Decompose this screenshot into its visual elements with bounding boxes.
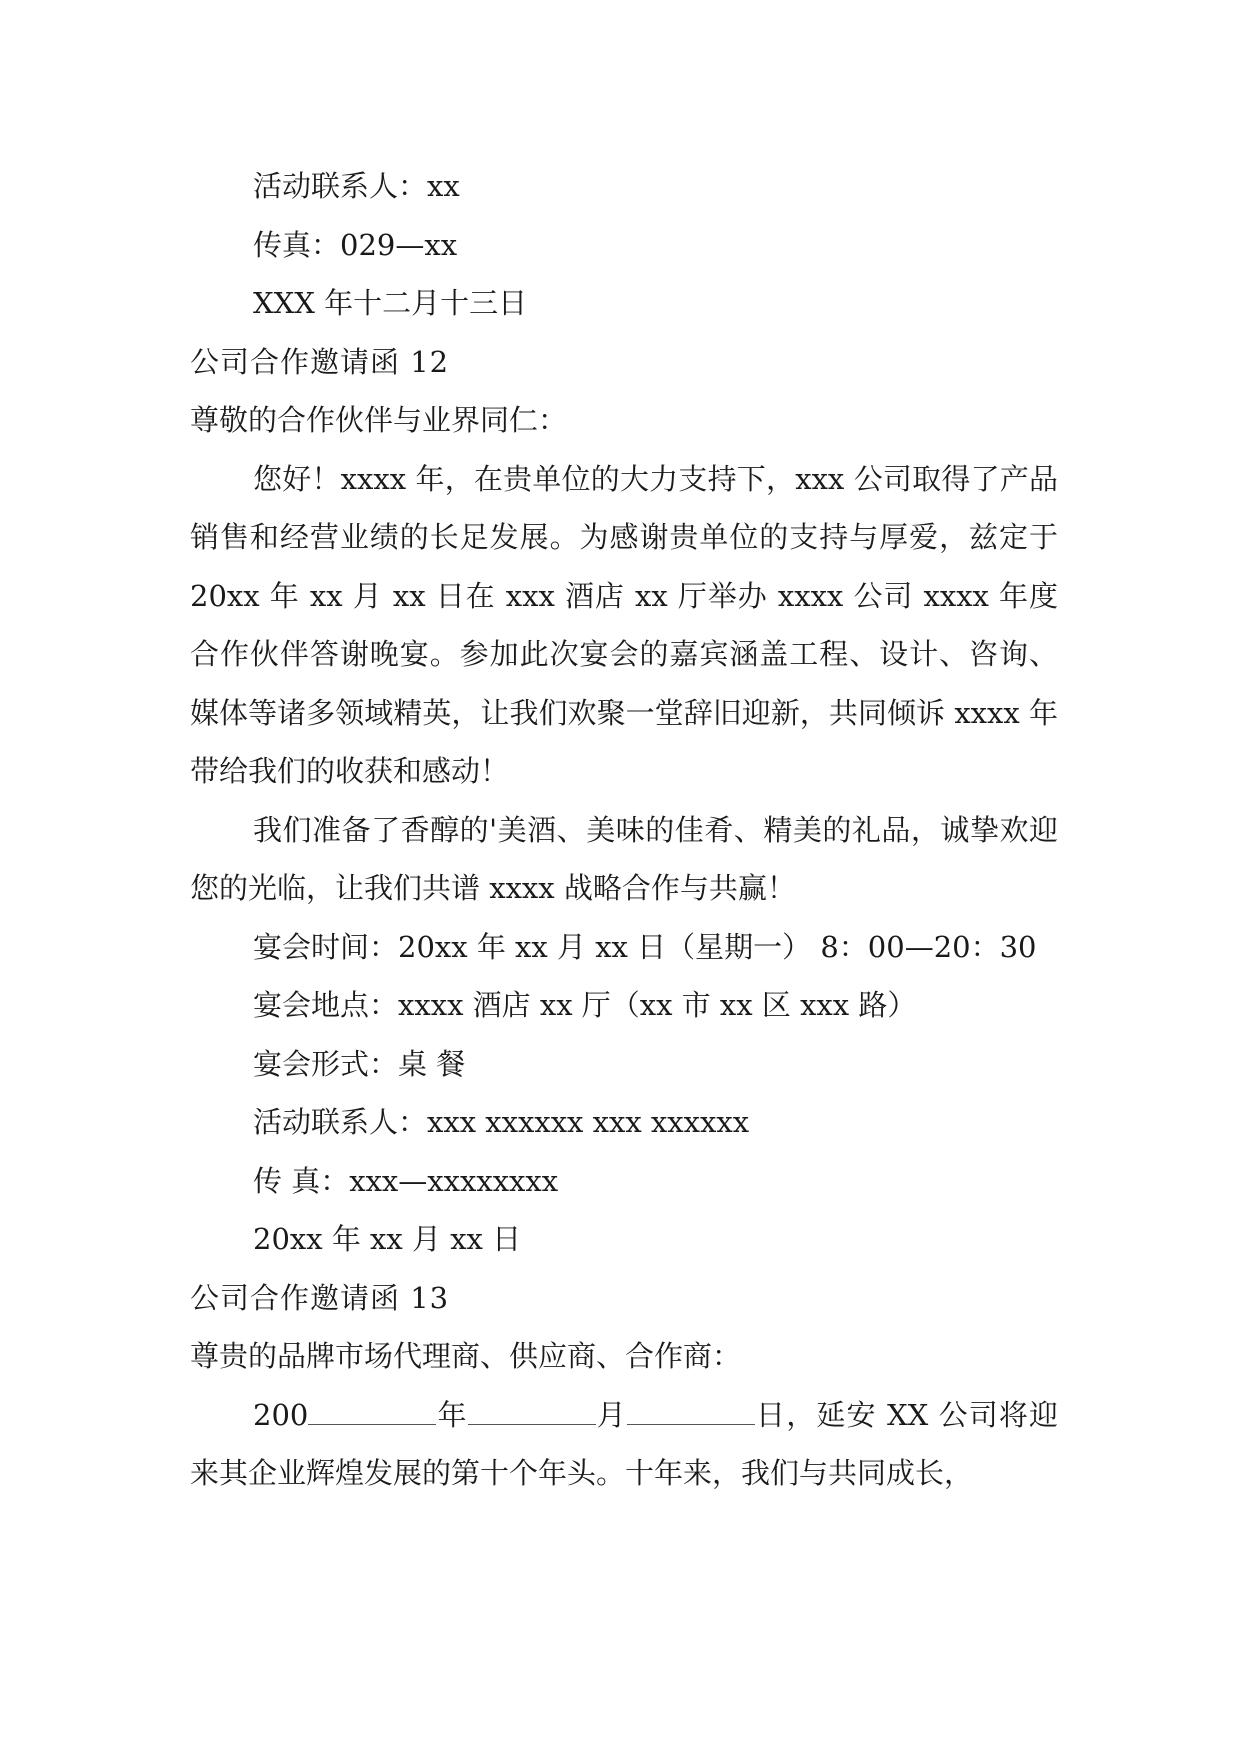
letter-13-salutation: 尊贵的品牌市场代理商、供应商、合作商： <box>190 1339 742 1373</box>
paragraph-rest: 日，延安 XX 公司将迎来其企业辉煌发展的第十个年头。十年来，我们与共同成长， <box>190 1397 1058 1490</box>
year-prefix: 200 <box>253 1397 309 1432</box>
banquet-place-line: 宴会地点：xxxx 酒店 xx 厅（xx 市 xx 区 xxx 路） <box>253 988 917 1022</box>
year-blank <box>308 1400 436 1425</box>
letter-12-salutation: 尊敬的合作伙伴与业界同仁： <box>190 403 568 437</box>
banquet-contact-line: 活动联系人：xxx xxxxxx xxx xxxxxx <box>253 1105 750 1139</box>
letter-12-paragraph-2: 我们准备了香醇的'美酒、美味的佳肴、精美的礼品，诚挚欢迎您的光临，让我们共谱 xxxx 战略合作与共赢！ <box>190 812 1058 905</box>
letter-13-paragraph-1 <box>190 1386 1058 1503</box>
letter-12-heading: 公司合作邀请函 12 <box>190 344 450 379</box>
day-blank <box>627 1400 755 1425</box>
contact-line: 活动联系人：xx <box>253 169 460 203</box>
banquet-time-paragraph: 宴会时间：20xx 年 xx 月 xx 日（星期一） 8：00—20：30 <box>253 929 1037 964</box>
letter-12-date-line: 20xx 年 xx 月 xx 日 <box>253 1222 522 1256</box>
banquet-form-line: 宴会形式：桌 餐 <box>253 1046 466 1081</box>
letter-12-paragraph-1: 您好！xxxx 年，在贵单位的大力支持下，xxx 公司取得了产品销售和经营业绩的长足发展。为感谢贵单位的支持与厚爱，兹定于 20xx 年 xx 月 xx 日在 xxx 酒店 xx 厅举办 xxxx 公司 xxxx 年度合作伙伴答谢晚宴。参加此次宴会的嘉宾涵盖工程、设计、咨询、媒体等诸多领域精英，让我们欢聚一堂辞旧迎新，共同倾诉 xxxx 年带给我们的收获和感动！ <box>190 461 1058 788</box>
letter-13-heading: 公司合作邀请函 13 <box>190 1280 450 1315</box>
fax-line: 传真：029—xx <box>253 227 458 262</box>
month-label: 月 <box>595 1397 627 1432</box>
year-label: 年 <box>436 1397 468 1432</box>
date-line: XXX 年十二月十三日 <box>253 286 528 320</box>
banquet-fax-line: 传 真：xxx—xxxxxxxx <box>253 1163 559 1198</box>
month-blank <box>468 1400 596 1425</box>
document-body <box>190 157 1058 1503</box>
